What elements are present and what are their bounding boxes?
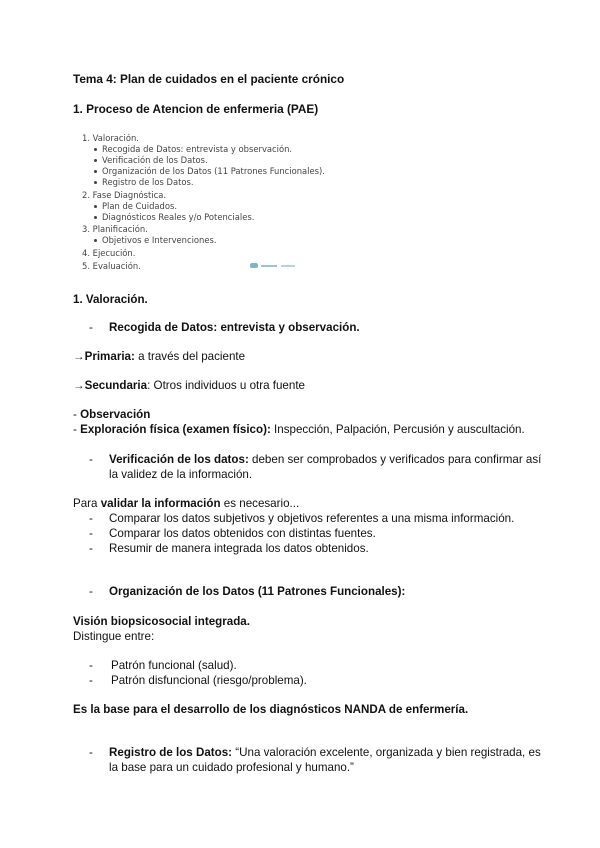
embedded-item-5: 5. Evaluación. xyxy=(82,261,141,271)
registro-line-2: la base para un cuidado profesional y humano.” xyxy=(109,761,354,774)
dash-marker: - xyxy=(89,746,93,759)
embedded-bullet: Diagnósticos Reales y/o Potenciales. xyxy=(94,212,254,223)
registro-line-1: Registro de los Datos: “Una valoración excelente, organizada y bien registrada, es xyxy=(109,746,541,759)
arrow-right-icon: → xyxy=(73,379,85,392)
exploracion-line: - Exploración física (examen físico): Inspección, Palpación, Percusión y auscultación. xyxy=(73,423,525,436)
document-title: Tema 4: Plan de cuidados en el paciente crónico xyxy=(73,72,345,86)
secundaria-line: →Secundaria: Otros individuos u otra fuente xyxy=(73,379,306,392)
dash-marker: - xyxy=(89,512,93,525)
dash-marker: - xyxy=(89,659,93,672)
arrow-right-icon: → xyxy=(73,350,85,363)
embedded-item-2: 2. Fase Diagnóstica. xyxy=(82,190,167,200)
embedded-bullet: Registro de los Datos. xyxy=(94,177,194,188)
embedded-bullet: Objetivos e Intervenciones. xyxy=(94,235,217,246)
organizacion-heading: Organización de los Datos (11 Patrones Funcionales): xyxy=(109,585,406,598)
validar-item: Comparar los datos obtenidos con distintas fuentes. xyxy=(109,527,376,540)
section-heading-pae: 1. Proceso de Atencion de enfermeria (PAE) xyxy=(73,102,319,116)
bullet-dot-icon xyxy=(94,205,97,208)
bullet-dot-icon xyxy=(94,239,97,242)
recogida-heading: Recogida de Datos: entrevista y observación. xyxy=(109,321,360,334)
validar-item: Resumir de manera integrada los datos obtenidos. xyxy=(109,542,369,555)
vision-heading: Visión biopsicosocial integrada. xyxy=(73,615,250,628)
watermark-logo-icon xyxy=(250,262,298,268)
verificacion-line-1: Verificación de los datos: deben ser comprobados y verificados para confirmar así xyxy=(109,453,542,466)
bullet-dot-icon xyxy=(94,148,97,151)
embedded-pae-list-image xyxy=(78,128,325,274)
distingue-text: Distingue entre: xyxy=(73,630,155,643)
embedded-bullet: Organización de los Datos (11 Patrones Funcionales). xyxy=(94,166,325,177)
verificacion-line-2: la validez de la información. xyxy=(109,468,253,481)
bullet-dot-icon xyxy=(94,216,97,219)
primaria-line: →Primaria: a través del paciente xyxy=(73,350,246,363)
dash-marker: - xyxy=(89,453,93,466)
bullet-dot-icon xyxy=(94,159,97,162)
embedded-bullet: Plan de Cuidados. xyxy=(94,201,177,212)
dash-marker: - xyxy=(89,321,93,334)
dash-marker: - xyxy=(89,542,93,555)
patron-item: Patrón disfuncional (riesgo/problema). xyxy=(111,674,307,687)
observacion-line: - Observación xyxy=(73,408,151,421)
embedded-item-4: 4. Ejecución. xyxy=(82,248,136,258)
heading-valoracion: 1. Valoración. xyxy=(73,293,148,306)
embedded-bullet: Verificación de los Datos. xyxy=(94,155,208,166)
validar-intro: Para validar la información es necesario... xyxy=(73,497,300,510)
dash-marker: - xyxy=(89,674,93,687)
dash-marker: - xyxy=(89,527,93,540)
patron-item: Patrón funcional (salud). xyxy=(111,659,237,672)
bullet-dot-icon xyxy=(94,170,97,173)
embedded-item-3: 3. Planificación. xyxy=(82,224,148,234)
validar-item: Comparar los datos subjetivos y objetivos referentes a una misma información. xyxy=(109,512,515,525)
base-nanda-text: Es la base para el desarrollo de los diagnósticos NANDA de enfermería. xyxy=(73,703,469,716)
embedded-item-1: 1. Valoración. xyxy=(82,133,139,143)
embedded-bullet: Recogida de Datos: entrevista y observación. xyxy=(94,144,292,155)
bullet-dot-icon xyxy=(94,181,97,184)
dash-marker: - xyxy=(89,585,93,598)
